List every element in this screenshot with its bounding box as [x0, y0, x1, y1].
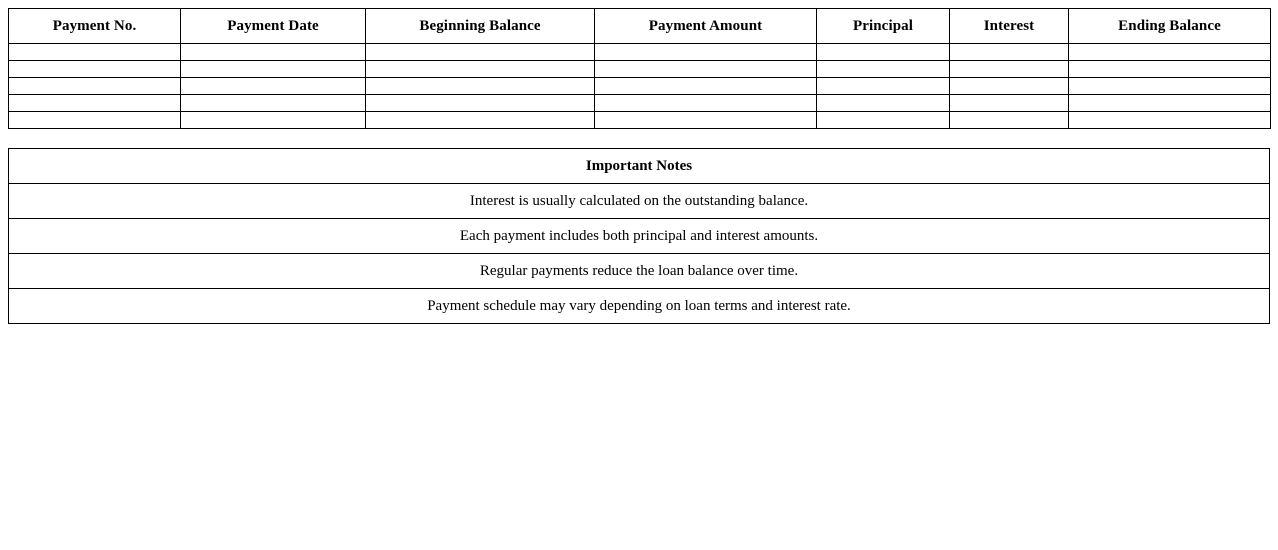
notes-title-row — [9, 149, 1270, 184]
cell-principal[interactable] — [817, 61, 950, 78]
payment-schedule-header — [9, 9, 1271, 44]
cell-payment-amount[interactable] — [595, 61, 817, 78]
important-notes-table — [8, 148, 1270, 324]
cell-beginning-balance[interactable] — [366, 78, 595, 95]
table-row[interactable] — [9, 61, 1271, 78]
cell-beginning-balance[interactable] — [366, 61, 595, 78]
cell-beginning-balance[interactable] — [366, 112, 595, 129]
payment-schedule-body — [9, 44, 1271, 129]
note-item-balance-reduction: Regular payments reduce the loan balance over time. — [9, 254, 1270, 289]
important-notes-table-container — [8, 148, 1270, 324]
column-header-ending-balance: Ending Balance — [1069, 9, 1271, 44]
list-item — [9, 184, 1270, 219]
note-item-payment-composition: Each payment includes both principal and interest amounts. — [9, 219, 1270, 254]
column-header-payment-no: Payment No. — [9, 9, 181, 44]
note-item-interest-calculation: Interest is usually calculated on the outstanding balance. — [9, 184, 1270, 219]
cell-interest[interactable] — [950, 61, 1069, 78]
cell-principal[interactable] — [817, 112, 950, 129]
cell-payment-no[interactable] — [9, 44, 181, 61]
cell-payment-amount[interactable] — [595, 44, 817, 61]
notes-title: Important Notes — [9, 149, 1270, 184]
column-header-payment-date: Payment Date — [181, 9, 366, 44]
cell-payment-amount[interactable] — [595, 112, 817, 129]
list-item — [9, 219, 1270, 254]
cell-payment-date[interactable] — [181, 44, 366, 61]
cell-interest[interactable] — [950, 95, 1069, 112]
table-row[interactable] — [9, 95, 1271, 112]
cell-interest[interactable] — [950, 78, 1069, 95]
cell-ending-balance[interactable] — [1069, 61, 1271, 78]
cell-payment-amount[interactable] — [595, 78, 817, 95]
cell-payment-amount[interactable] — [595, 95, 817, 112]
cell-ending-balance[interactable] — [1069, 95, 1271, 112]
list-item — [9, 254, 1270, 289]
cell-beginning-balance[interactable] — [366, 95, 595, 112]
cell-ending-balance[interactable] — [1069, 44, 1271, 61]
cell-payment-date[interactable] — [181, 112, 366, 129]
table-row[interactable] — [9, 112, 1271, 129]
list-item — [9, 289, 1270, 324]
cell-payment-no[interactable] — [9, 78, 181, 95]
payment-schedule-table — [8, 8, 1271, 129]
cell-principal[interactable] — [817, 78, 950, 95]
table-header-row — [9, 9, 1271, 44]
cell-ending-balance[interactable] — [1069, 112, 1271, 129]
cell-payment-no[interactable] — [9, 61, 181, 78]
cell-interest[interactable] — [950, 112, 1069, 129]
payment-schedule-table-container — [8, 8, 1270, 129]
cell-interest[interactable] — [950, 44, 1069, 61]
cell-payment-date[interactable] — [181, 95, 366, 112]
table-row[interactable] — [9, 44, 1271, 61]
cell-principal[interactable] — [817, 95, 950, 112]
cell-principal[interactable] — [817, 44, 950, 61]
cell-payment-no[interactable] — [9, 112, 181, 129]
column-header-payment-amount: Payment Amount — [595, 9, 817, 44]
cell-payment-date[interactable] — [181, 61, 366, 78]
cell-beginning-balance[interactable] — [366, 44, 595, 61]
column-header-beginning-balance: Beginning Balance — [366, 9, 595, 44]
cell-ending-balance[interactable] — [1069, 78, 1271, 95]
column-header-interest: Interest — [950, 9, 1069, 44]
note-item-schedule-variance: Payment schedule may vary depending on loan terms and interest rate. — [9, 289, 1270, 324]
column-header-principal: Principal — [817, 9, 950, 44]
table-row[interactable] — [9, 78, 1271, 95]
cell-payment-no[interactable] — [9, 95, 181, 112]
cell-payment-date[interactable] — [181, 78, 366, 95]
